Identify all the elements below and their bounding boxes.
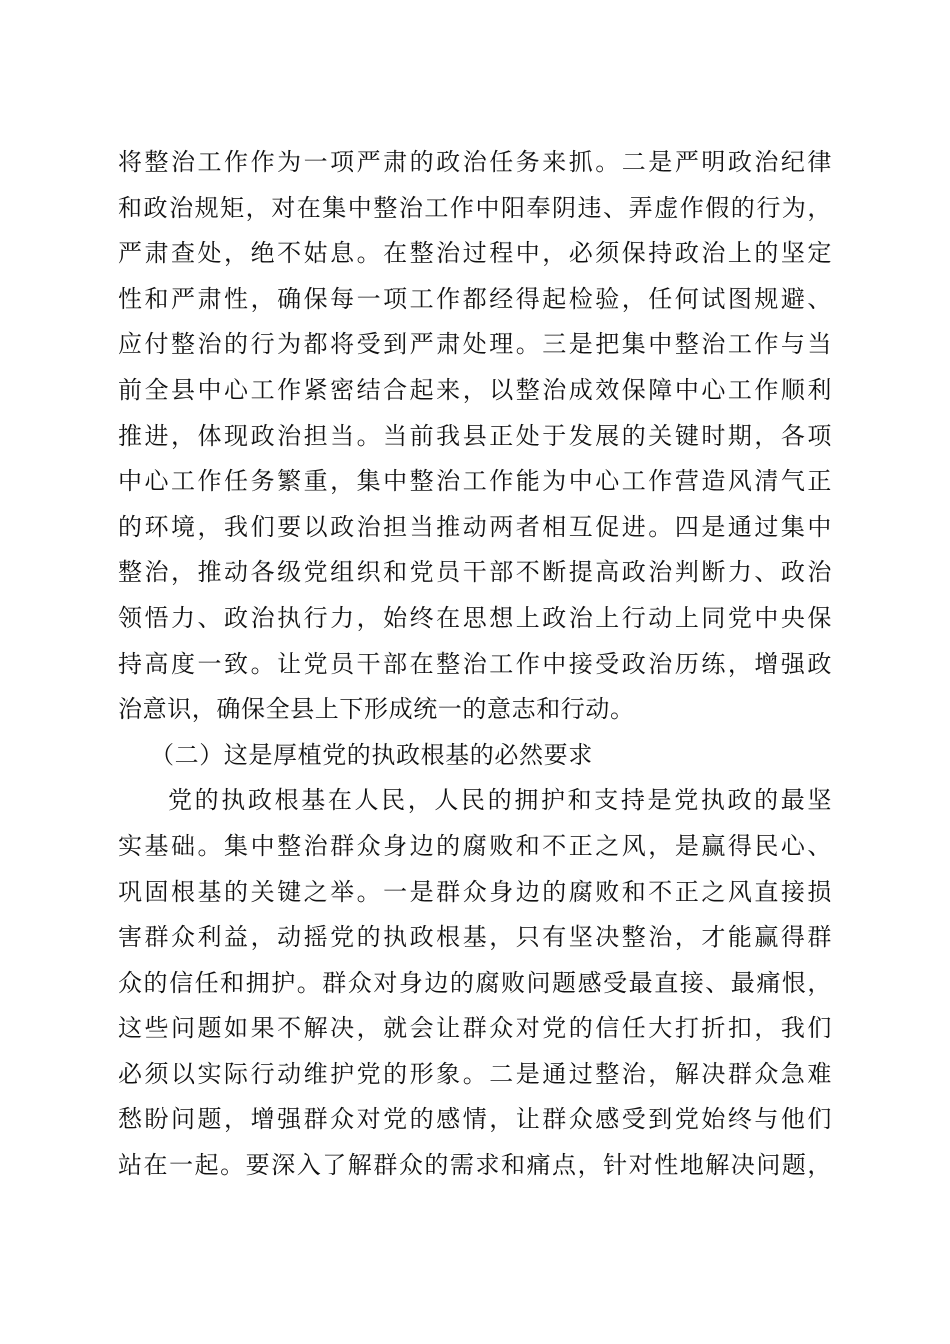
text-line: 将整治工作作为一项严肃的政治任务来抓。二是严明政治纪律 bbox=[118, 148, 832, 176]
text-line: 的环境，我们要以政治担当推动两者相互促进。四是通过集中 bbox=[118, 512, 832, 541]
text-line: 中心工作任务繁重，集中整治工作能为中心工作营造风清气正 bbox=[118, 467, 832, 496]
text-line: 站在一起。要深入了解群众的需求和痛点，针对性地解决问题， bbox=[118, 1151, 832, 1180]
text-line: 愁盼问题，增强群众对党的感情，让群众感受到党始终与他们 bbox=[118, 1105, 832, 1134]
text-line: 严肃查处，绝不姑息。在整治过程中，必须保持政治上的坚定 bbox=[118, 239, 832, 268]
text-line: 治意识，确保全县上下形成统一的意志和行动。 bbox=[118, 695, 635, 724]
text-line: 推进，体现政治担当。当前我县正处于发展的关键时期，各项 bbox=[118, 421, 832, 450]
body-text bbox=[118, 140, 832, 1189]
text-line: 害群众利益，动摇党的执政根基，只有坚决整治，才能赢得群 bbox=[118, 923, 832, 952]
text-line: 巩固根基的关键之举。一是群众身边的腐败和不正之风直接损 bbox=[118, 877, 832, 906]
text-line: 整治，推动各级党组织和党员干部不断提高政治判断力、政治 bbox=[118, 558, 832, 587]
text-line: 和政治规矩，对在集中整治工作中阳奉阴违、弄虚作假的行为， bbox=[118, 193, 832, 222]
text-line: 这些问题如果不解决，就会让群众对党的信任大打折扣，我们 bbox=[118, 1014, 832, 1043]
section-heading: （二）这是厚植党的执政根基的必然要求 bbox=[150, 740, 593, 769]
text-line: 应付整治的行为都将受到严肃处理。三是把集中整治工作与当 bbox=[118, 330, 832, 359]
text-line: 持高度一致。让党员干部在整治工作中接受政治历练，增强政 bbox=[118, 649, 832, 678]
text-line: 党的执政根基在人民，人民的拥护和支持是党执政的最坚 bbox=[168, 786, 832, 815]
text-line: 实基础。集中整治群众身边的腐败和不正之风，是赢得民心、 bbox=[118, 831, 832, 860]
text-line: 性和严肃性，确保每一项工作都经得起检验，任何试图规避、 bbox=[118, 284, 832, 313]
text-line: 前全县中心工作紧密结合起来，以整治成效保障中心工作顺利 bbox=[118, 375, 832, 404]
text-line: 众的信任和拥护。群众对身边的腐败问题感受最直接、最痛恨， bbox=[118, 968, 832, 997]
text-line: 必须以实际行动维护党的形象。二是通过整治，解决群众急难 bbox=[118, 1059, 832, 1088]
text-line: 领悟力、政治执行力，始终在思想上政治上行动上同党中央保 bbox=[118, 603, 832, 632]
